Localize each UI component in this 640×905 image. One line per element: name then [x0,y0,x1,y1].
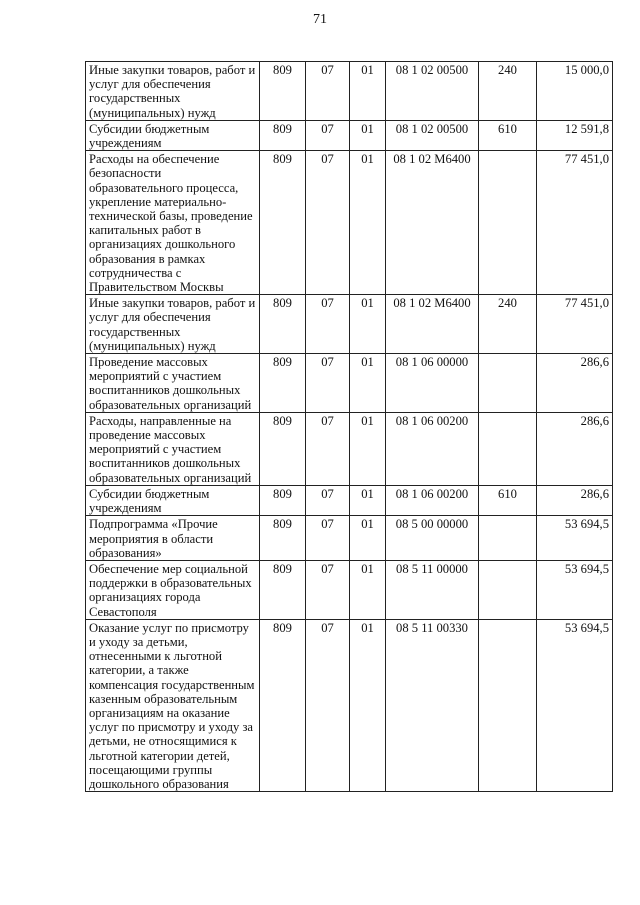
target-article-cell: 08 5 00 00000 [386,516,479,561]
expense-type-cell [479,354,537,413]
section-code-cell: 07 [306,354,350,413]
expense-type-cell: 240 [479,295,537,354]
department-code-cell: 809 [260,354,306,413]
expense-type-cell [479,560,537,619]
subsection-code-cell: 01 [350,516,386,561]
amount-cell: 77 451,0 [537,295,613,354]
section-code-cell: 07 [306,295,350,354]
expense-name-cell: Иные закупки товаров, работ и услуг для обеспечения государственных (муниципальных) нужд [86,62,260,121]
department-code-cell: 809 [260,62,306,121]
table-row [86,516,613,561]
section-code-cell: 07 [306,412,350,485]
expense-type-cell [479,412,537,485]
amount-cell: 12 591,8 [537,120,613,150]
subsection-code-cell: 01 [350,295,386,354]
section-code-cell: 07 [306,62,350,121]
expense-name-cell: Проведение массовых мероприятий с участием воспитанников дошкольных образовательных организаций [86,354,260,413]
amount-cell: 286,6 [537,485,613,515]
target-article-cell: 08 1 02 00500 [386,62,479,121]
table-row [86,62,613,121]
department-code-cell: 809 [260,560,306,619]
department-code-cell: 809 [260,412,306,485]
amount-cell: 286,6 [537,412,613,485]
page-number: 71 [313,12,327,27]
table-row [86,354,613,413]
table-row [86,151,613,295]
subsection-code-cell: 01 [350,354,386,413]
expense-type-cell: 240 [479,62,537,121]
section-code-cell: 07 [306,485,350,515]
amount-cell: 77 451,0 [537,151,613,295]
table-row [86,295,613,354]
target-article-cell: 08 1 02 М6400 [386,151,479,295]
table-row [86,485,613,515]
target-article-cell: 08 5 11 00000 [386,560,479,619]
table-row [86,412,613,485]
section-code-cell: 07 [306,560,350,619]
expense-name-cell: Обеспечение мер социальной поддержки в образовательных организациях города Севастополя [86,560,260,619]
expense-name-cell: Расходы, направленные на проведение массовых мероприятий с участием воспитанников дошкольных образовательных организаций [86,412,260,485]
subsection-code-cell: 01 [350,120,386,150]
table-row [86,120,613,150]
amount-cell: 53 694,5 [537,619,613,791]
target-article-cell: 08 1 06 00200 [386,485,479,515]
subsection-code-cell: 01 [350,412,386,485]
subsection-code-cell: 01 [350,619,386,791]
target-article-cell: 08 1 02 М6400 [386,295,479,354]
table-row [86,560,613,619]
expense-type-cell [479,151,537,295]
department-code-cell: 809 [260,619,306,791]
section-code-cell: 07 [306,619,350,791]
budget-table-body [86,62,613,792]
expense-type-cell: 610 [479,485,537,515]
expense-name-cell: Субсидии бюджетным учреждениям [86,485,260,515]
department-code-cell: 809 [260,295,306,354]
table-row [86,619,613,791]
section-code-cell: 07 [306,151,350,295]
department-code-cell: 809 [260,151,306,295]
amount-cell: 53 694,5 [537,560,613,619]
target-article-cell: 08 1 02 00500 [386,120,479,150]
amount-cell: 15 000,0 [537,62,613,121]
subsection-code-cell: 01 [350,485,386,515]
expense-name-cell: Оказание услуг по присмотру и уходу за детьми, отнесенными к льготной категории, а также компенсация государственным казенным образовательным организациям на оказание услуг по присмотру и уходу за детьми, не относящимися к льготной категории детей, посещающими группы дошкольного образования [86,619,260,791]
subsection-code-cell: 01 [350,62,386,121]
target-article-cell: 08 1 06 00200 [386,412,479,485]
budget-table [85,61,613,792]
department-code-cell: 809 [260,485,306,515]
expense-type-cell [479,619,537,791]
expense-name-cell: Подпрограмма «Прочие мероприятия в области образования» [86,516,260,561]
amount-cell: 53 694,5 [537,516,613,561]
target-article-cell: 08 5 11 00330 [386,619,479,791]
expense-type-cell [479,516,537,561]
department-code-cell: 809 [260,120,306,150]
expense-name-cell: Иные закупки товаров, работ и услуг для обеспечения государственных (муниципальных) нужд [86,295,260,354]
section-code-cell: 07 [306,516,350,561]
department-code-cell: 809 [260,516,306,561]
amount-cell: 286,6 [537,354,613,413]
section-code-cell: 07 [306,120,350,150]
subsection-code-cell: 01 [350,560,386,619]
expense-name-cell: Субсидии бюджетным учреждениям [86,120,260,150]
expense-name-cell: Расходы на обеспечение безопасности образовательного процесса, укрепление материально-технической базы, проведение капитальных работ в организациях дошкольного образования в рамках сотрудничества с Правительством Москвы [86,151,260,295]
expense-type-cell: 610 [479,120,537,150]
subsection-code-cell: 01 [350,151,386,295]
target-article-cell: 08 1 06 00000 [386,354,479,413]
